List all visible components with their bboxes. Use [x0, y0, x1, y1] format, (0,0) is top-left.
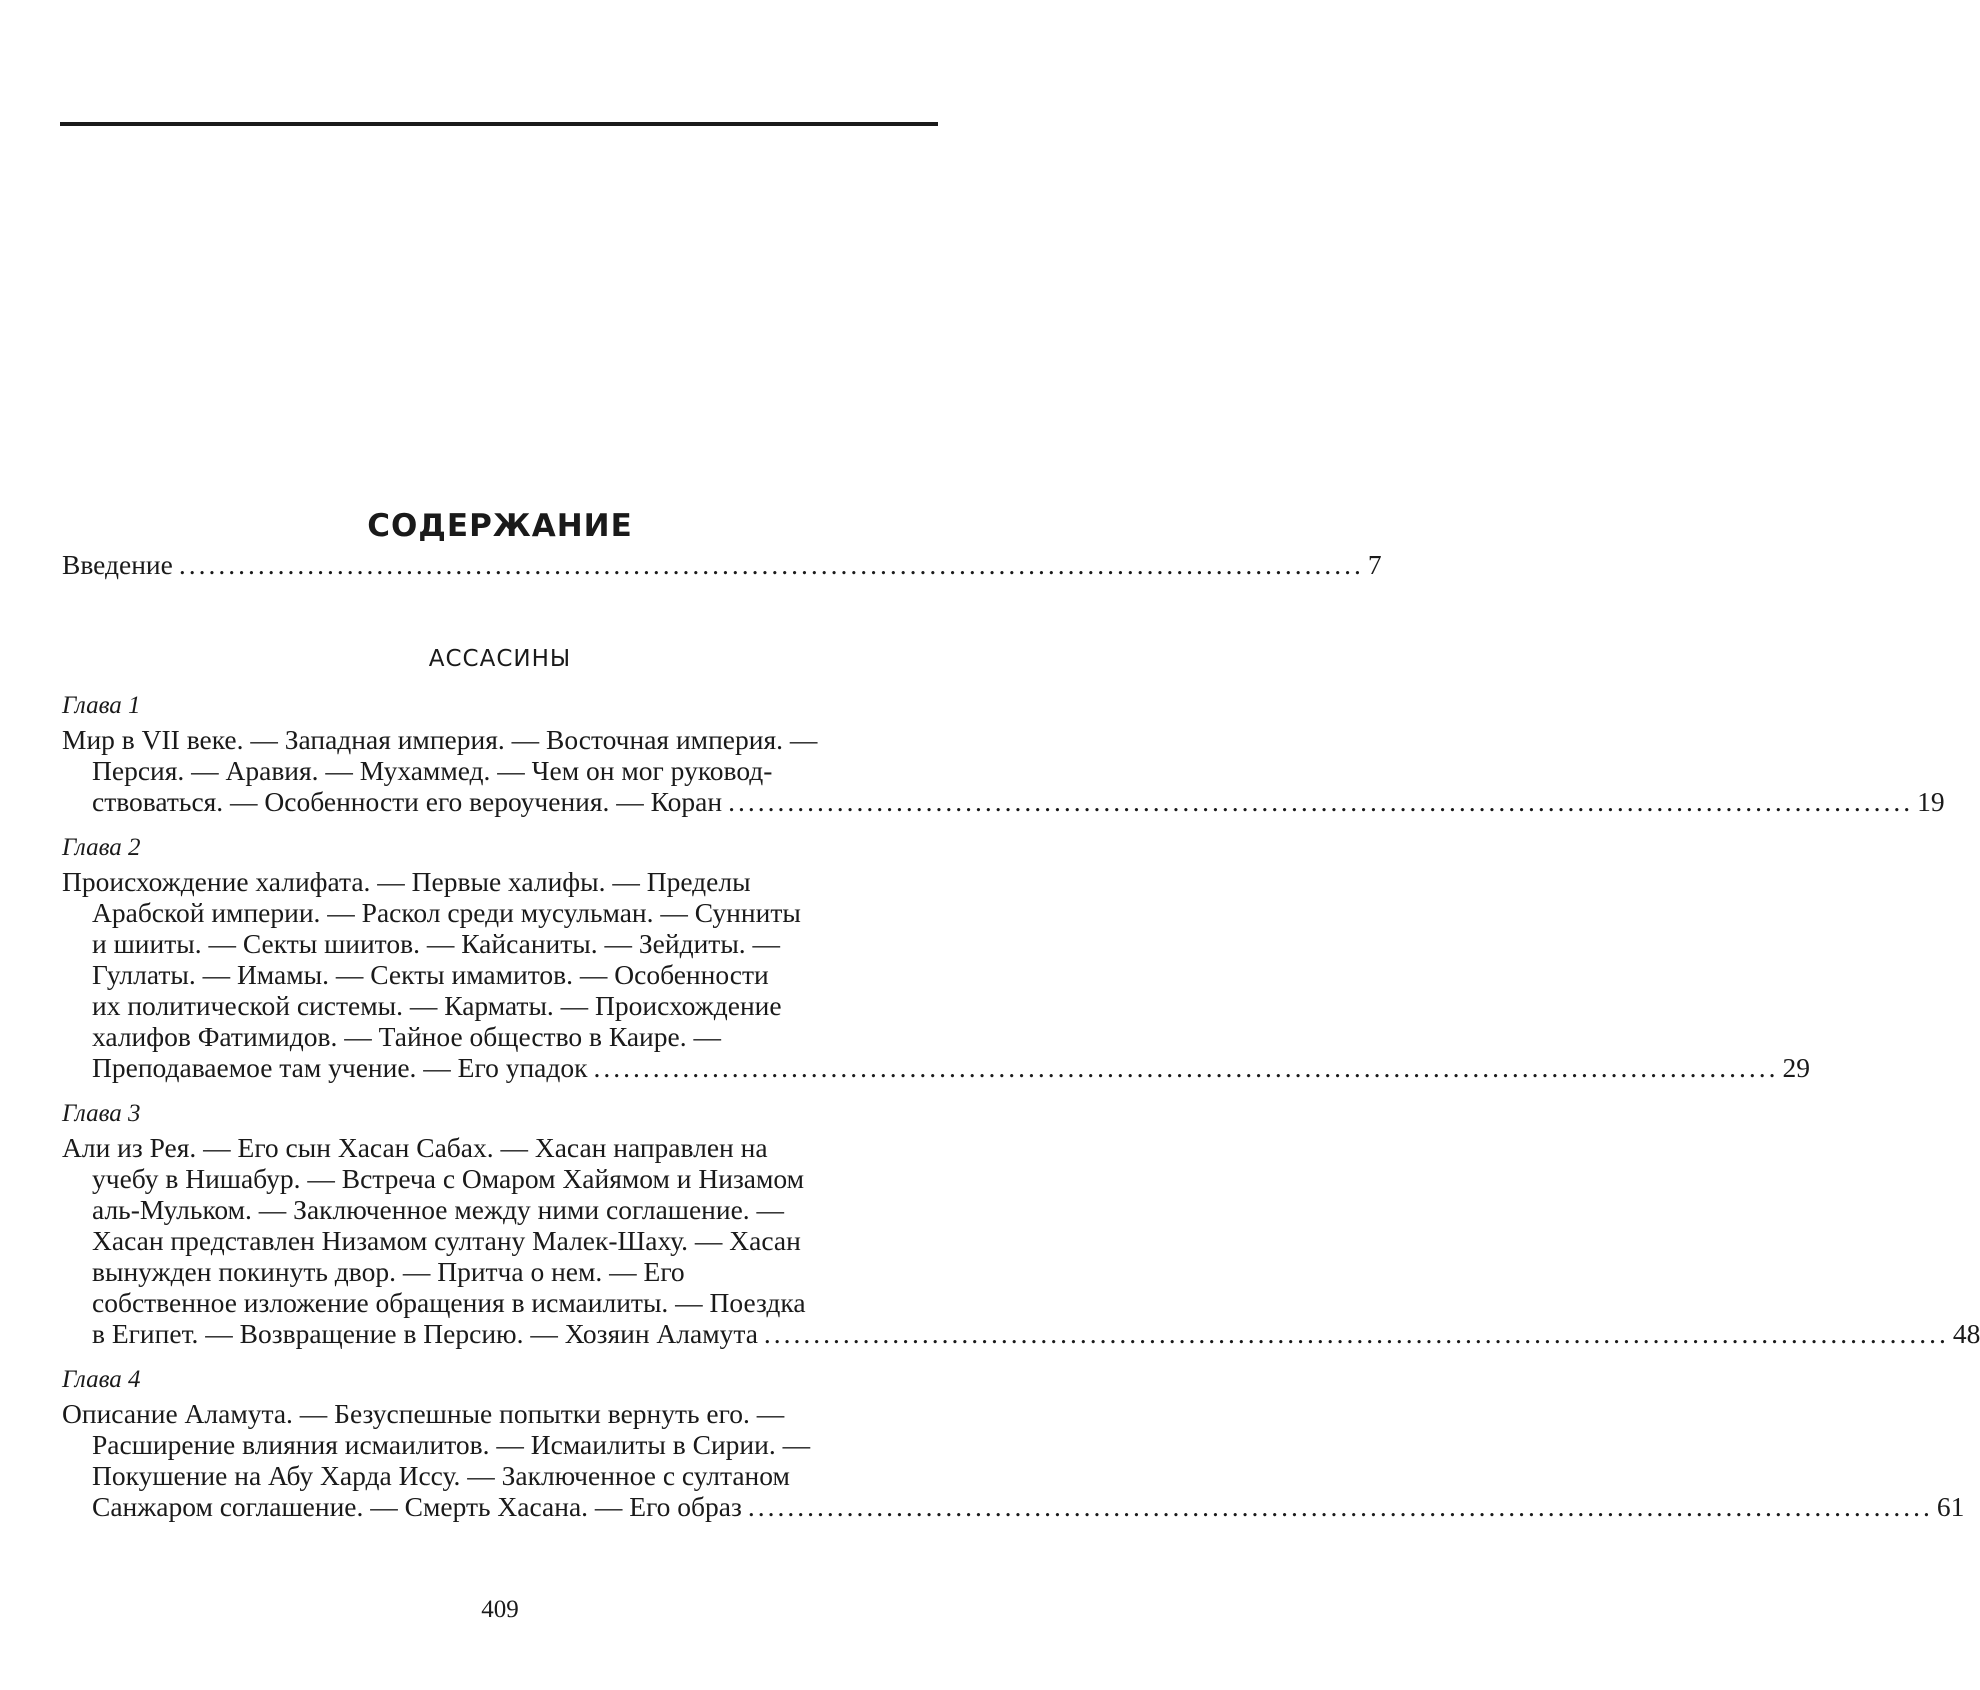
page-title: СОДЕРЖАНИЕ [367, 508, 633, 544]
toc-line-text: аль-Мульком. — Заключенное между ними соглашение. — [92, 1194, 785, 1225]
chapter-label: Глава 2 [62, 834, 141, 861]
toc-line-text: в Египет. — Возвращение в Персию. — Хозяин Аламута [92, 1318, 758, 1349]
toc-line-last [92, 1048, 1810, 1088]
dot-leader: ........................................................................................................................ [178, 549, 1364, 580]
toc-entry-text: Введение [62, 549, 173, 580]
toc-page-number: 61 [1936, 1491, 1965, 1522]
toc-line-text: Расширение влияния исмаилитов. — Исмаилиты в Сирии. — [92, 1429, 811, 1460]
toc-page-number: 19 [1917, 786, 1945, 817]
toc-line-text: Покушение на Абу Харда Иссу. — Заключенное с султаном [92, 1460, 790, 1491]
toc-page-number: 48 [1952, 1318, 1980, 1349]
toc-line-text: Описание Аламута. — Безуспешные попытки вернуть его. — [62, 1398, 785, 1429]
section-title: АССАСИНЫ [428, 646, 572, 672]
toc-line-text: собственное изложение обращения в исмаилиты. — Поездка [92, 1287, 806, 1318]
toc-line-text: Арабской империи. — Раскол среди мусульман. — Сунниты [92, 897, 801, 928]
toc-line-last [92, 782, 1945, 822]
dot-leader: ........................................................................................................................ [763, 1318, 1949, 1349]
toc-line-text: и шииты. — Секты шиитов. — Кайсаниты. — Зейдиты. — [92, 928, 781, 959]
toc-line-text: их политической системы. — Карматы. — Происхождение [92, 990, 782, 1021]
toc-line-text: Санжаром соглашение. — Смерть Хасана. — Его образ [92, 1491, 742, 1522]
toc-line-text: Мир в VII веке. — Западная империя. — Восточная империя. — [62, 724, 818, 755]
toc-page-number: 7 [1367, 549, 1382, 580]
chapter-label: Глава 4 [62, 1366, 141, 1393]
page-number: 409 [481, 1596, 519, 1623]
top-rule [60, 122, 938, 126]
toc-page-number: 29 [1782, 1052, 1810, 1083]
chapter-label: Глава 1 [62, 692, 141, 719]
dot-leader: ........................................................................................................................ [747, 1491, 1933, 1522]
chapter-label: Глава 3 [62, 1100, 141, 1127]
toc-line-last [92, 1314, 1980, 1354]
toc-line-text: Преподаваемое там учение. — Его упадок [92, 1052, 588, 1083]
toc-entry-intro [62, 545, 1382, 585]
toc-line-last [92, 1487, 1965, 1527]
toc-line-text: халифов Фатимидов. — Тайное общество в Каире. — [92, 1021, 721, 1052]
toc-line-text: Али из Рея. — Его сын Хасан Сабах. — Хасан направлен на [62, 1132, 768, 1163]
dot-leader: ........................................................................................................................ [728, 786, 1914, 817]
toc-line-text: Происхождение халифата. — Первые халифы. — Пределы [62, 866, 751, 897]
dot-leader: ........................................................................................................................ [593, 1052, 1779, 1083]
toc-line-text: вынужден покинуть двор. — Притча о нем. — Его [92, 1256, 685, 1287]
toc-line-text: Персия. — Аравия. — Мухаммед. — Чем он мог руковод- [92, 755, 773, 786]
toc-line-text: Хасан представлен Низамом султану Малек-Шаху. — Хасан [92, 1225, 801, 1256]
toc-line-text: учебу в Нишабур. — Встреча с Омаром Хайямом и Низамом [92, 1163, 805, 1194]
toc-line-text: Гуллаты. — Имамы. — Секты имамитов. — Особенности [92, 959, 769, 990]
toc-line-text: ствоваться. — Особенности его вероучения. — Коран [92, 786, 723, 817]
